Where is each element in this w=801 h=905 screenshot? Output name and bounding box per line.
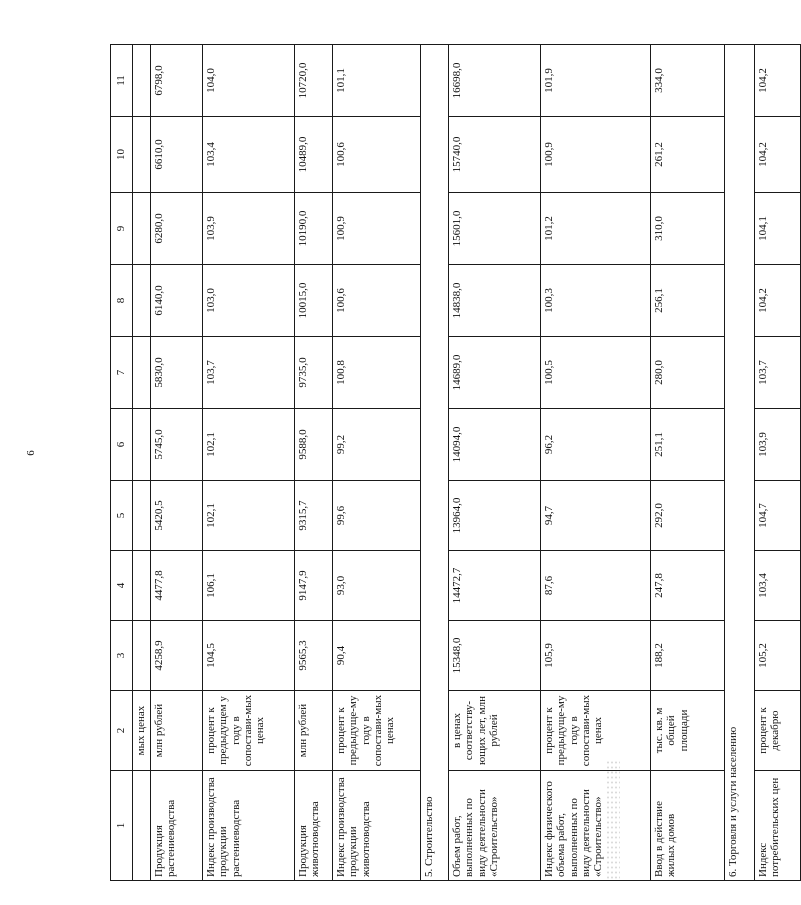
- column-number: 10: [111, 117, 133, 193]
- column-number: 11: [111, 45, 133, 117]
- value-cell: 102,1: [203, 481, 295, 551]
- column-number: 8: [111, 265, 133, 337]
- value-cell: 6280,0: [151, 193, 203, 265]
- value-cell: 104,2: [755, 265, 801, 337]
- value-cell: 100,5: [541, 337, 651, 409]
- value-cell: 100,9: [541, 117, 651, 193]
- column-number: 5: [111, 481, 133, 551]
- value-cell: 105,9: [541, 621, 651, 691]
- unit-cell: млн рублей: [151, 691, 203, 771]
- indicator-label: Индекс потребительских цен: [755, 771, 801, 881]
- value-cell: 104,1: [755, 193, 801, 265]
- value-cell: [133, 481, 151, 551]
- table-row: [755, 45, 801, 881]
- unit-cell: процент к предыдуще-му году в сопостави-мых ценах: [333, 691, 421, 771]
- value-cell: 104,5: [203, 621, 295, 691]
- table-row: [333, 45, 421, 881]
- value-cell: 104,2: [755, 117, 801, 193]
- value-cell: 4477,8: [151, 551, 203, 621]
- indicator-label: Индекс производства продукции животноводства: [333, 771, 421, 881]
- value-cell: 334,0: [651, 45, 725, 117]
- value-cell: 15348,0: [449, 621, 541, 691]
- value-cell: 14689,0: [449, 337, 541, 409]
- unit-cell: млн рублей: [295, 691, 333, 771]
- indicator-label: Продукция растениеводства: [151, 771, 203, 881]
- value-cell: 10489,0: [295, 117, 333, 193]
- table-row: [449, 45, 541, 881]
- indicator-label: Индекс физического объема работ, выполненных по виду деятельности «Строительство»: [541, 771, 651, 881]
- value-cell: 100,6: [333, 117, 421, 193]
- value-cell: 14838,0: [449, 265, 541, 337]
- table-row: [203, 45, 295, 881]
- value-cell: 10015,0: [295, 265, 333, 337]
- value-cell: 103,9: [755, 409, 801, 481]
- value-cell: [133, 193, 151, 265]
- scan-noise: [606, 760, 620, 880]
- value-cell: 104,7: [755, 481, 801, 551]
- indicator-label: Продукция животноводства: [295, 771, 333, 881]
- value-cell: 103,9: [203, 193, 295, 265]
- table-row: [541, 45, 651, 881]
- table-row: [651, 45, 725, 881]
- value-cell: 103,4: [755, 551, 801, 621]
- indicator-label: Индекс производства продукции растениеводства: [203, 771, 295, 881]
- value-cell: 103,4: [203, 117, 295, 193]
- value-cell: 247,8: [651, 551, 725, 621]
- table-row: [133, 45, 151, 881]
- unit-cell: мых ценах: [133, 691, 151, 771]
- indicator-label: Объем работ, выполненных по виду деятельности «Строительство»: [449, 771, 541, 881]
- value-cell: 5420,5: [151, 481, 203, 551]
- unit-cell: тыс. кв. м общей площади: [651, 691, 725, 771]
- value-cell: 101,9: [541, 45, 651, 117]
- value-cell: 94,7: [541, 481, 651, 551]
- value-cell: 280,0: [651, 337, 725, 409]
- value-cell: 96,2: [541, 409, 651, 481]
- value-cell: 5830,0: [151, 337, 203, 409]
- unit-cell: в ценах соответству-ющих лет, млн рублей: [449, 691, 541, 771]
- section-title: 6. Торговля и услуги населению: [725, 45, 755, 881]
- value-cell: 15740,0: [449, 117, 541, 193]
- value-cell: 10190,0: [295, 193, 333, 265]
- value-cell: 15601,0: [449, 193, 541, 265]
- value-cell: 251,1: [651, 409, 725, 481]
- value-cell: [133, 45, 151, 117]
- column-number-row: [111, 45, 133, 881]
- value-cell: 100,3: [541, 265, 651, 337]
- value-cell: 9588,0: [295, 409, 333, 481]
- value-cell: 101,1: [333, 45, 421, 117]
- value-cell: 100,8: [333, 337, 421, 409]
- value-cell: 10720,0: [295, 45, 333, 117]
- column-number: 9: [111, 193, 133, 265]
- value-cell: 104,0: [203, 45, 295, 117]
- value-cell: 103,7: [203, 337, 295, 409]
- table-row: [295, 45, 333, 881]
- value-cell: 6798,0: [151, 45, 203, 117]
- value-cell: 9735,0: [295, 337, 333, 409]
- value-cell: 100,9: [333, 193, 421, 265]
- value-cell: 310,0: [651, 193, 725, 265]
- value-cell: 102,1: [203, 409, 295, 481]
- value-cell: 104,2: [755, 45, 801, 117]
- value-cell: 16698,0: [449, 45, 541, 117]
- value-cell: 93,0: [333, 551, 421, 621]
- value-cell: [133, 621, 151, 691]
- value-cell: 105,2: [755, 621, 801, 691]
- column-number: 6: [111, 409, 133, 481]
- value-cell: [133, 409, 151, 481]
- value-cell: 292,0: [651, 481, 725, 551]
- value-cell: 9565,3: [295, 621, 333, 691]
- page-number: 6: [24, 450, 37, 456]
- column-number: 1: [111, 771, 133, 881]
- value-cell: 14472,7: [449, 551, 541, 621]
- value-cell: [133, 117, 151, 193]
- column-number: 4: [111, 551, 133, 621]
- section-title: 5. Строительство: [421, 45, 449, 881]
- value-cell: 99,6: [333, 481, 421, 551]
- section-row: [421, 45, 449, 881]
- value-cell: 14094,0: [449, 409, 541, 481]
- value-cell: 103,0: [203, 265, 295, 337]
- value-cell: 9147,9: [295, 551, 333, 621]
- value-cell: 6140,0: [151, 265, 203, 337]
- indicators-table: [110, 44, 801, 881]
- value-cell: 4258,9: [151, 621, 203, 691]
- value-cell: 87,6: [541, 551, 651, 621]
- section-row: [725, 45, 755, 881]
- value-cell: 188,2: [651, 621, 725, 691]
- value-cell: 99,2: [333, 409, 421, 481]
- indicator-label: Ввод в действие жилых домов: [651, 771, 725, 881]
- value-cell: 100,6: [333, 265, 421, 337]
- value-cell: 6610,0: [151, 117, 203, 193]
- value-cell: 256,1: [651, 265, 725, 337]
- value-cell: 90,4: [333, 621, 421, 691]
- column-number: 7: [111, 337, 133, 409]
- value-cell: [133, 337, 151, 409]
- value-cell: 101,2: [541, 193, 651, 265]
- unit-cell: процент к предыдуще-му году в сопостави-мых ценах: [541, 691, 651, 771]
- value-cell: [133, 551, 151, 621]
- value-cell: 261,2: [651, 117, 725, 193]
- value-cell: 103,7: [755, 337, 801, 409]
- value-cell: [133, 265, 151, 337]
- value-cell: 5745,0: [151, 409, 203, 481]
- rotated-table-wrapper: [110, 45, 782, 881]
- unit-cell: процент к предыдущем у году в сопостави-мых ценах: [203, 691, 295, 771]
- value-cell: 9315,7: [295, 481, 333, 551]
- table-row: [151, 45, 203, 881]
- column-number: 2: [111, 691, 133, 771]
- value-cell: 13964,0: [449, 481, 541, 551]
- column-number: 3: [111, 621, 133, 691]
- unit-cell: процент к декабрю: [755, 691, 801, 771]
- indicator-label: [133, 771, 151, 881]
- value-cell: 106,1: [203, 551, 295, 621]
